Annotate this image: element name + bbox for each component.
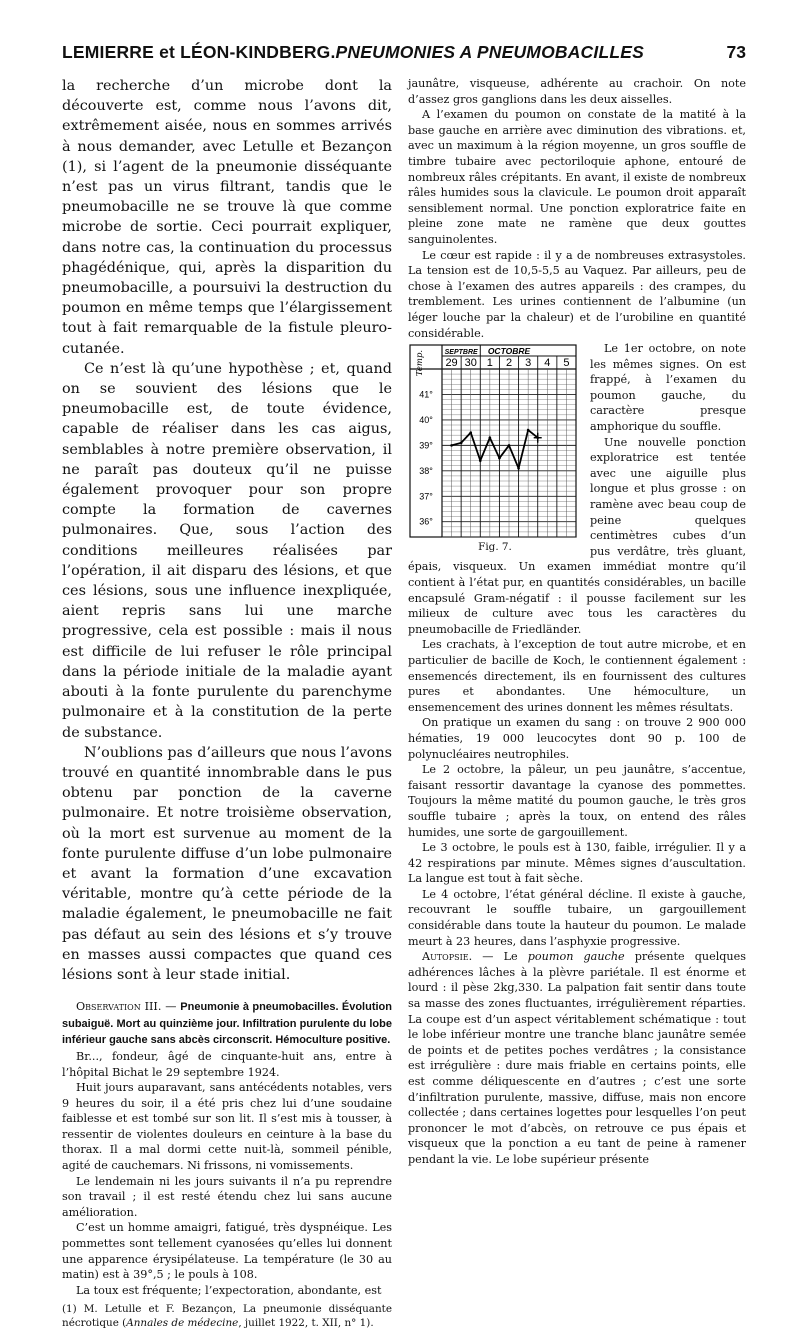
month-label-sept: SEPTBRE	[444, 349, 478, 357]
temperature-chart	[408, 343, 582, 557]
footnote-text: (1) M. Letulle et F. Bezançon, La pneumonie disséquante nécrotique (	[62, 1303, 392, 1330]
paragraph: Le 2 octobre, la pâleur, un peu jaunâtre, s’accentue, faisant ressortir davantage la cyanose des pommettes. Toujours la même matité du poumon gauche, le très gros souffle tubaire ; après la toux, on entend des râles humides, une sorte de gargouillement.	[408, 763, 746, 839]
observation-number: Observation III. —	[76, 1000, 177, 1014]
temperature-point	[479, 459, 482, 462]
running-header	[62, 42, 746, 72]
y-tick-label: 40°	[419, 415, 433, 426]
right-column	[408, 76, 746, 1168]
paragraph: Le cœur est rapide : il y a de nombreuses extrasystoles. La tension est de 10,5-5,5 au Vaquez. Par ailleurs, peu de chose à l’examen des autres appareils : des crampes, du tremblement. Les urines contiennent de l’albumine (un léger louche par la chaleur) et de l’urobiline en quantité considérable.	[408, 248, 746, 340]
day-label: 1	[486, 357, 493, 370]
day-label: 30	[464, 357, 477, 370]
header-title: PNEUMONIES A PNEUMOBACILLES	[335, 42, 644, 62]
autopsy-text-cont: présente quelques adhérences lâches à la plèvre pariétale. Il est énorme et lourd : il pèse 2kg,330. La palpation fait sentir dans toute sa masse des zones fluctuantes, irrégulièrement réparties. La coupe est d’un aspect véritablement schématique : tout le lobe inférieur montre une tranche blanc jaunâtre semée de points et de petites poches verdâtres ; la consistance est irrégulière : dure mais friable en certains points, elle est comme déliquescente en d’autres ; c’est une sorte d’infiltration purulente, massive, diffuse, mais non encore collectée ; dans certaines logettes pour lesquelles l’on peut prononcer le mot d’abcès, on retrouve ce pus épais et visqueux que la ponction a eu tant de peine à ramener pendant la vie. Le lobe supérieur présente	[408, 950, 746, 1166]
y-tick-label: 41°	[419, 389, 433, 400]
autopsy-paragraph	[408, 949, 746, 1167]
y-axis-label: Temp.	[415, 349, 425, 377]
paragraph: Le 3 octobre, le pouls est à 130, faible, irrégulier. Il y a 42 respirations par minute. Mêmes signes d’auscultation. La langue est tout à fait sèche.	[408, 841, 746, 886]
observation-heading	[62, 999, 392, 1049]
figure-caption: Fig. 7.	[478, 541, 512, 554]
page	[62, 42, 746, 1330]
y-tick-label: 36°	[419, 516, 433, 527]
paragraph: Le lendemain ni les jours suivants il n’a pu reprendre son travail ; il est resté étendu chez lui sans aucune amélioration.	[62, 1174, 392, 1219]
month-label-oct: OCTOBRE	[487, 346, 531, 357]
day-label: 2	[505, 357, 513, 370]
footnote-text-end: , juillet 1922, t. XII, n° 1).	[238, 1317, 374, 1330]
paragraph: Br..., fondeur, âgé de cinquante-huit ans, entre à l’hôpital Bichat le 29 septembre 1924.	[62, 1049, 392, 1079]
temperature-point	[450, 444, 453, 447]
day-label: 29	[445, 357, 458, 370]
day-label: 4	[544, 357, 551, 370]
paragraph: Le 4 octobre, l’état général décline. Il existe à gauche, recouvrant le souffle tubaire, un gargouillement considérable dans toute la hauteur du poumon. Le malade meurt à 23 heures, dans l’asphyxie progressive.	[408, 887, 746, 948]
autopsy-text: Le	[493, 950, 528, 964]
y-tick-label: 37°	[419, 491, 433, 502]
footnote	[62, 1302, 392, 1330]
autopsy-organ: poumon gauche	[527, 950, 625, 964]
temperature-point	[508, 444, 511, 447]
header-authors: LEMIERRE et LÉON-KINDBERG.	[62, 42, 336, 62]
day-label: 3	[525, 357, 532, 370]
observation-title: Pneumonie à pneumobacilles. Évolution subaiguë. Mort au quinzième jour. Infiltration purulente du lobe inférieur gauche sans abcès circonscrit. Hémoculture positive.	[62, 1001, 392, 1047]
paragraph: Le 1er octobre, on note les mêmes signes. On est frappé, à l’examen du poumon gauche, du caractère presque amphorique du souffle.	[590, 342, 746, 434]
paragraph: La toux est fréquente; l’expectoration, abondante, est	[76, 1283, 382, 1297]
temperature-line	[452, 430, 538, 468]
temperature-point	[489, 437, 492, 440]
paragraph: A l’examen du poumon on constate de la matité à la base gauche en arrière avec diminution des vibrations. et, avec un maximum à la région moyenne, un gros souffle de timbre tubaire avec pectoriloquie aphone, entouré de nombreux râles crépitants. En avant, il existe de nombreux râles humides sous la clavicule. Le poumon droit apparaît sensiblement normal. Une ponction exploratrice faite en pleine zone mate ne ramène que deux gouttes sanguinolentes.	[408, 108, 746, 246]
temperature-point	[527, 429, 530, 432]
y-tick-label: 39°	[419, 440, 433, 451]
y-tick-label: 38°	[419, 465, 433, 476]
paragraph: Ce n’est là qu’une hypothèse ; et, quand on se souvient des lésions que le pneumobacille est, de toute évidence, capable de réaliser dans les cas aigus, semblables à notre première observation, il ne paraît pas douteux qu’il ne puisse également provoquer pour son propre compte la formation de cavernes pulmonaires. Que, sous l’action des conditions meilleures réalisées par l’opération, il ait disparu des lésions, et que ces lésions, sous une influence inexpliquée, aient repris sans lui une marche progressive, cela est possible : mais il nous est difficile de lui refuser le rôle principal dans la période initiale de la maladie ayant abouti à la fonte purulente du parenchyme pulmonaire et à la constitution de la perte de substance.	[62, 360, 392, 741]
autopsy-lead: Autopsie. —	[422, 950, 494, 964]
temperature-point	[460, 442, 463, 445]
chart-frame	[410, 345, 576, 537]
paragraph: Huit jours auparavant, sans antécédents notables, vers 9 heures du soir, il a été pris chez lui d’une soudaine faiblesse et est tombé sur son lit. Il s’est mis à tousser, à ressentir de violentes douleurs en ceinture à la base du thorax. Il a mal dormi cette nuit-là, sommeil pénible, agité de cauchemars. Ni frissons, ni vomissements.	[62, 1081, 392, 1173]
day-label: 5	[563, 357, 570, 370]
paragraph: On pratique un examen du sang : on trouve 2 900 000 hématies, 19 000 leucocytes dont 90 p. 100 de polynucléaires neutrophiles.	[408, 716, 746, 761]
temperature-point	[498, 457, 501, 460]
header-left	[62, 42, 644, 63]
paragraph: la recherche d’un microbe dont la découverte est, comme nous l’avons dit, extrêmement aisée, nous en sommes arrivés à nous demander, avec Letulle et Bezançon (1), si l’agent de la pneumonie disséquante n’est pas un virus filtrant, tandis que le pneumobacille ne se trouve là que comme microbe de sortie. Ceci pourrait expliquer, dans notre cas, la continuation du processus phagédénique, qui, après la disparition du pneumobacille, a poursuivi la destruction du poumon en même temps que l’élargissement tout à fait remarquable de la fistule pleuro-cutanée.	[62, 78, 392, 357]
temperature-point	[517, 467, 520, 470]
paragraph: jaunâtre, visqueuse, adhérente au crachoir. On note d’assez gros ganglions dans les deux aisselles.	[408, 77, 746, 106]
left-column	[62, 76, 392, 1341]
temperature-chart-svg	[408, 343, 582, 539]
temperature-point	[469, 431, 472, 434]
footnote-journal: Annales de médecine	[126, 1317, 239, 1330]
paragraph: N’oublions pas d’ailleurs que nous l’avons trouvé en quantité innombrable dans le pus obtenu par ponction de la caverne pulmonaire. Et notre troisième observation, où la mort est survenue au moment de la fonte purulente diffuse d’un lobe pulmonaire et avant la formation d’une excavation véritable, montre qu’à cette période de la maladie également, le pneumobacille ne fait pas défaut au sein des lésions et s’y trouve en masses aussi compactes que quand ces lésions sont à leur stade initial.	[62, 744, 392, 983]
paragraph: Une nouvelle ponction exploratrice est tentée avec une aiguille plus longue et plus grosse : on ramène avec beau coup de peine quelques centimètres cubes d’un pus verdâtre, très gluant, épais, visqueux. Un examen immédiat montre qu’il contient à l’état pur, en quantités considérables, un bacille encapsulé Gram-négatif : il pousse facilement sur les milieux de culture avec tous les caractères du pneumobacille de Friedländer.	[408, 435, 746, 636]
page-number: 73	[726, 42, 746, 62]
paragraph: Les crachats, à l’exception de tout autre microbe, et en particulier de bacille de Koch, le contiennent également : ensemencés directement, ils en fournissent des cultures pures et abondantes. Une hémoculture, un ensemencement des urines donnent les mêmes résultats.	[408, 638, 746, 714]
paragraph: C’est un homme amaigri, fatigué, très dyspnéique. Les pommettes sont tellement cyanosées qu’elles lui donnent une apparence érysipélateuse. La température (le 30 au matin) est à 39°,5 ; le pouls à 108.	[62, 1221, 392, 1282]
